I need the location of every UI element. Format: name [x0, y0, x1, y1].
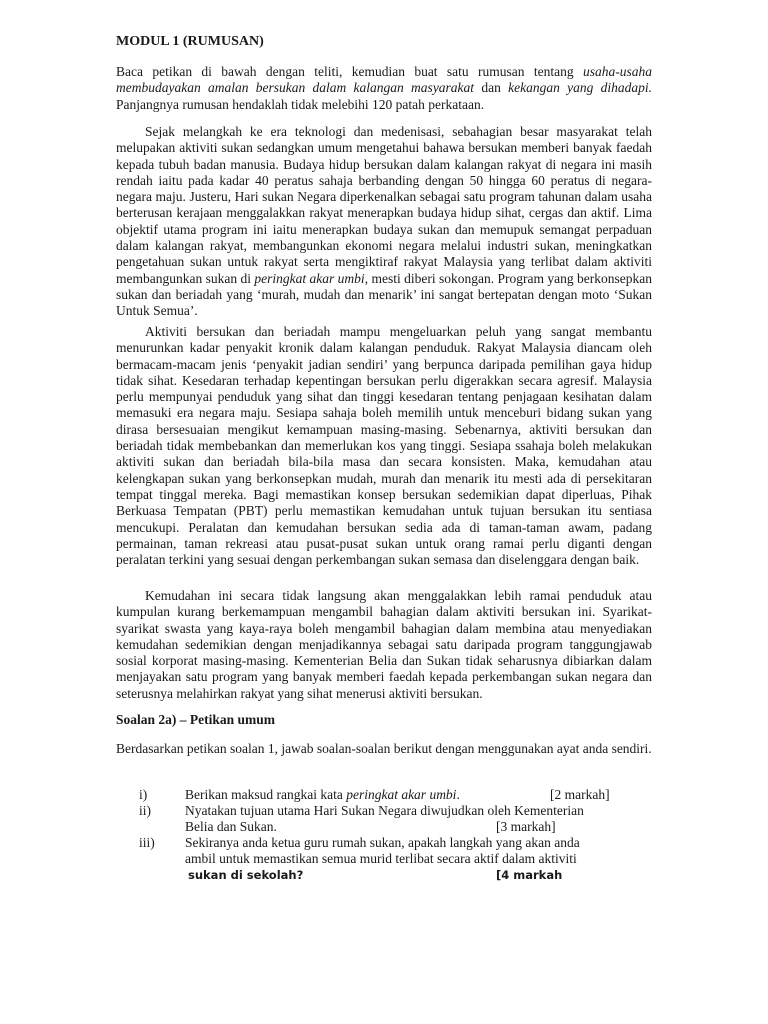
para1-text-a: Sejak melangkah ke era teknologi dan medenisasi, sebahagian besar masyarakat telah melupakan aktiviti sukan sedangkan umum mengetahui bahawa bersukan memberi banyak faedah kepada tubuh badan manusia. Budaya hidup bersukan dalam kalangan rakyat di negara ini masih rendah iaitu pada kadar 40 peratus sahaja berbanding dengan 50 hingga 60 peratus di negara-negara maju. Justeru, Hari sukan Negara diperkenalkan sebagai satu program tahunan dalam usaha berterusan kerajaan menggalakkan rakyat menerapkan budaya hidup sihat, cergas dan aktif. Lima objektif utama program ini iaitu menerapkan budaya sukan dan memupuk semangat perpaduan dalam kalangan rakyat, membangunkan ekonomi negara melalui industri sukan, meningkatkan pengetahuan sukan untuk rakyat serta mengiktiraf rakyat Malaysia yang terlibat dalam aktiviti membangunkan sukan di	[116, 124, 652, 286]
intro-italic-2: kekangan yang dihadapi.	[508, 80, 652, 96]
question-1-text-a: Berikan maksud rangkai kata	[185, 787, 347, 802]
para1-italic: peringkat akar umbi	[254, 270, 365, 286]
question-1-text-b: .	[456, 787, 460, 802]
question-3-line-1: Sekiranya anda ketua guru rumah sukan, apakah langkah yang akan anda	[185, 835, 580, 850]
passage-paragraph-2: Aktiviti bersukan dan beriadah mampu mengeluarkan peluh yang sangat membantu menurunkan kadar penyakit kronik dalam kalangan penduduk. Rakyat Malaysia diancam oleh bermacam-macam jenis ‘penyakit jadian sendiri’ yang berpunca daripada pemilihan gaya hidup tidak sihat. Kesedaran terhadap kepentingan bersukan perlu digerakkan secara agresif. Malaysia perlu mempunyai penduduk yang sihat dan tinggi kesedaran tentang penjagaan kesihatan dalam memasuki era negara maju. Sesiapa sahaja boleh memilih untuk menceburi bidang sukan yang dirasa bersesuaian mengikut kemampuan masing-masing. Sebenarnya, aktiviti bersukan dan beriadah tidak membebankan dan memerlukan kos yang tinggi. Sesiapa ssahaja boleh melakukan aktiviti sukan dan beriadah bila-bila masa dan secara konsisten. Maka, kemudahan atau kelengkapan sukan yang berkonsepkan mudah, murah dan menarik itu mesti ada di persekitaran tempat tinggal mereka. Bagi memastikan konsep bersukan sedemikian dapat diperluas, Pihak Berkuasa Tempatan (PBT) perlu memastikan kemudahan untuk tujuan bersukan itu sentiasa mencukupi. Peralatan dan kemudahan bersukan sedia ada di taman-taman awam, padang permainan, taman rekreasi atau pusat-pusat sukan untuk orang ramai perlu diganti dengan peralatan terkini yang sesuai dengan perkembangan sukan semasa dan diselenggara dengan baik.	[116, 324, 652, 568]
question-2-line-1: Nyatakan tujuan utama Hari Sukan Negara diwujudkan oleh Kementerian	[185, 803, 584, 818]
intro-italic-1: usaha-usaha membudayakan amalan bersukan dalam kalangan masyarakat	[116, 64, 652, 96]
question-2-marks: [3 markah]	[496, 819, 556, 834]
question-1-marks: [2 markah]	[550, 787, 610, 802]
passage-paragraph-1	[116, 124, 652, 320]
question-1-text	[185, 787, 605, 803]
question-1-number: i)	[139, 787, 148, 802]
question-3-line-2: ambil untuk memastikan semua murid terlibat secara aktif dalam aktiviti	[185, 851, 577, 866]
question-1-italic: peringkat akar umbi	[346, 787, 457, 802]
question-2-number: ii)	[139, 803, 151, 818]
section-heading: Soalan 2a) – Petikan umum	[116, 712, 276, 727]
question-2-line-2: Belia dan Sukan.	[185, 819, 277, 834]
instruction-paragraph	[116, 64, 652, 113]
questions-lead: Berdasarkan petikan soalan 1, jawab soalan-soalan berikut dengan menggunakan ayat anda sendiri.	[116, 741, 652, 756]
page-title: MODUL 1 (RUMUSAN)	[116, 34, 264, 49]
question-3-marks: [4 markah	[496, 868, 563, 882]
para1-text-b: , mesti diberi sokongan. Program yang berkonsepkan sukan dan beriadah yang ‘murah, mudah dan menarik’ ini sangat bertepatan dengan moto ‘Sukan Untuk Semua’.	[116, 270, 652, 319]
intro-text-2: dan	[474, 80, 509, 96]
question-3-number: iii)	[139, 835, 155, 850]
intro-text-3: Panjangnya rumusan hendaklah tidak melebihi 120 patah perkataan.	[116, 96, 485, 112]
question-3-line-3: sukan di sekolah?	[188, 868, 304, 882]
passage-paragraph-3: Kemudahan ini secara tidak langsung akan menggalakkan lebih ramai penduduk atau kumpulan kurang berkemampuan mengambil bahagian dalam aktiviti bersukan ini. Syarikat-syarikat swasta yang kaya-raya boleh mengambil bahagian dalam membina atau menyediakan kemudahan sedemikian dengan menjadikannya sebagai satu daripada program tanggungjawab sosial korporat masing-masing. Kementerian Belia dan Sukan tidak seharusnya dibiarkan dalam menjayakan satu program yang banyak memberi faedah kepada perkembangan sukan negara dan seterusnya melahirkan rakyat yang sihat menerusi aktiviti bersukan.	[116, 588, 652, 701]
intro-text-1: Baca petikan di bawah dengan teliti, kemudian buat satu rumusan tentang	[116, 64, 583, 79]
